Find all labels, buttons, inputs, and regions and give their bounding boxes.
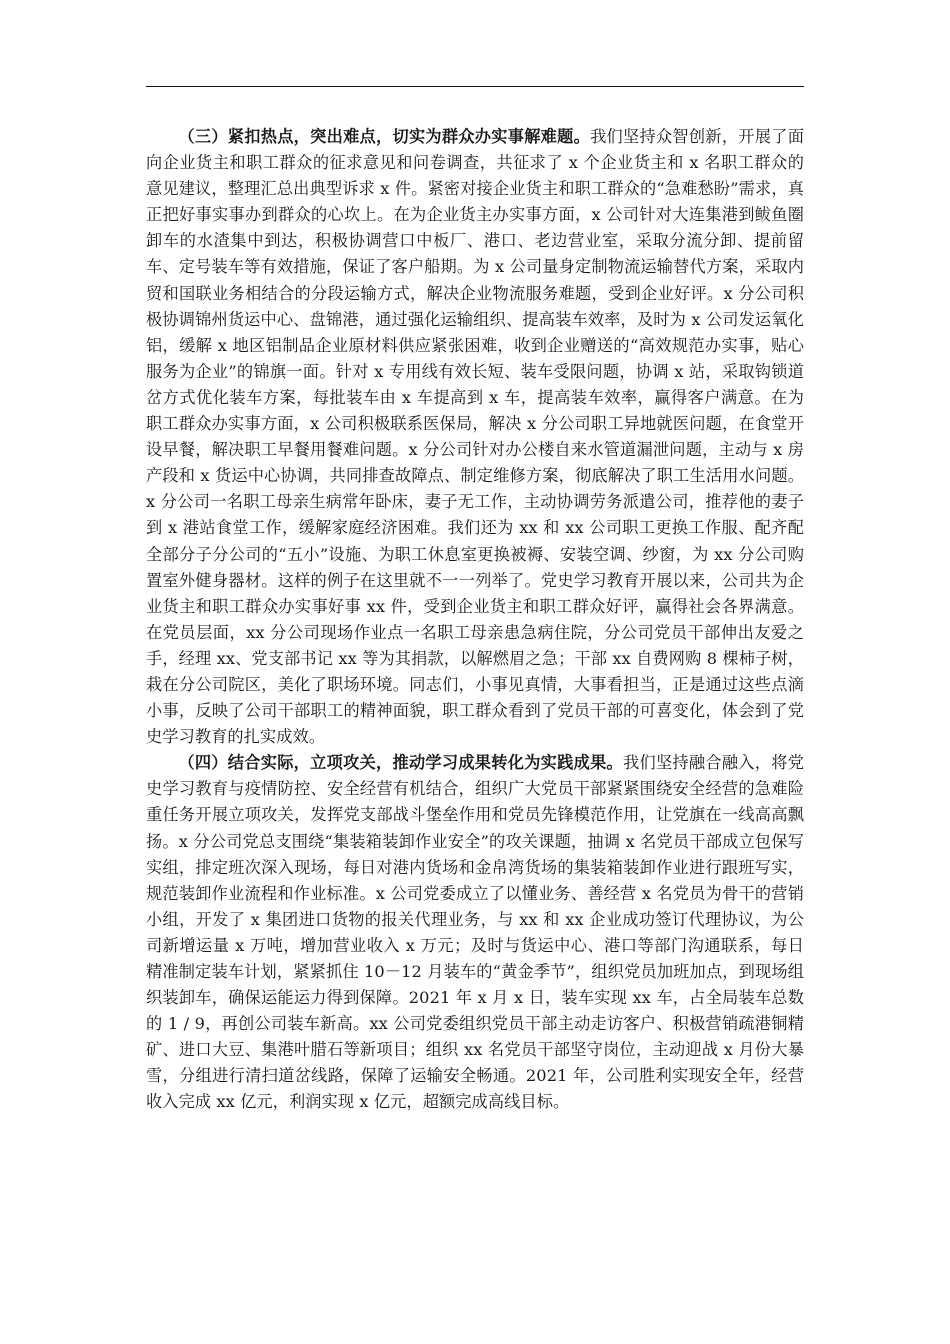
section-four-heading: （四）结合实际，立项攻关，推动学习成果转化为实践成果。 (178, 753, 624, 773)
document-body (146, 124, 804, 1116)
section-three-body: 我们坚持众智创新，开展了面向企业货主和职工群众的征求意见和问卷调查，共征求了 x 个企业货主和 x 名职工群众的意见建议，整理汇总出典型诉求 x 件。紧密对接企业货主和职工群众的“急难愁盼”需求，真正把好事实事办到群众的心坎上。在为企业货主办实事方面，x 公司针对大连集港到鲅鱼圈卸车的水渣集中到达，积极协调营口中板厂、港口、老边营业室，采取分流分卸、提前留车、定号装车等有效措施，保证了客户船期。为 x 公司量身定制物流运输替代方案，采取内贸和国联业务相结合的分段运输方式，解决企业物流服务难题，受到企业好评。x 分公司积极协调锦州货运中心、盘锦港，通过强化运输组织、提高装车效率，及时为 x 公司发运氧化铝，缓解 x 地区铝制品企业原材料供应紧张困难，收到企业赠送的“高效规范办实事，贴心服务为企业”的锦旗一面。针对 x 专用线有效长短、装车受限问题，协调 x 站，采取钩锁道岔方式优化装车方案，每批装车由 x 车提高到 x 车，提高装车效率，赢得客户满意。在为职工群众办实事方面，x 公司积极联系医保局，解决 x 分公司职工异地就医问题，在食堂开设早餐，解决职工早餐用餐难问题。x 分公司针对办公楼自来水管道漏泄问题，主动与 x 房产段和 x 货运中心协调，共同排查故障点、制定维修方案，彻底解决了职工生活用水问题。x 分公司一名职工母亲生病常年卧床，妻子无工作，主动协调劳务派遣公司，推荐他的妻子到 x 港站食堂工作，缓解家庭经济困难。我们还为 xx 和 xx 公司职工更换工作服、配齐配全部分子分公司的“五小”设施、为职工休息室更换被褥、安装空调、纱窗，为 xx 分公司购置室外健身器材。这样的例子在这里就不一一列举了。党史学习教育开展以来，公司共为企业货主和职工群众办实事好事 xx 件，受到企业货主和职工群众好评，赢得社会各界满意。在党员层面，xx 分公司现场作业点一名职工母亲患急病住院，分公司党员干部伸出友爱之手，经理 xx、党支部书记 xx 等为其捐款，以解燃眉之急；干部 xx 自费网购 8 棵柿子树，栽在分公司院区，美化了职场环境。同志们，小事见真情，大事看担当，正是通过这些点滴小事，反映了公司干部职工的精神面貌，职工群众看到了党员干部的可喜变化，体会到了党史学习教育的扎实成效。 (146, 127, 804, 747)
section-three-heading: （三）紧扣热点，突出难点，切实为群众办实事解难题。 (178, 127, 591, 146)
section-four-body: 我们坚持融合融入，将党史学习教育与疫情防控、安全经营有机结合，组织广大党员干部紧紧围绕安全经营的急难险重任务开展立项攻关，发挥党支部战斗堡垒作用和党员先锋模范作用，让党旗在一线高高飘扬。x 分公司党总支围绕“集装箱装卸作业安全”的攻关课题，抽调 x 名党员干部成立包保写实组，排定班次深入现场，每日对港内货场和金帛湾货场的集装箱装卸作业进行跟班写实，规范装卸作业流程和作业标准。x 公司党委成立了以懂业务、善经营 x 名党员为骨干的营销小组，开发了 x 集团进口货物的报关代理业务，与 xx 和 xx 企业成功签订代理协议，为公司新增运量 x 万吨，增加营业收入 x 万元；及时与货运中心、港口等部门沟通联系，每日精准制定装车计划，紧紧抓住 10－12 月装车的“黄金季节”，组织党员加班加点，到现场组织装卸车，确保运能运力得到保障。2021 年 x 月 x 日，装车实现 xx 车，占全局装车总数的 1 / 9，再创公司装车新高。xx 公司党委组织党员干部主动走访客户、积极营销疏港铜精矿、进口大豆、集港叶腊石等新项目；组织 xx 名党员干部坚守岗位，主动迎战 x 月份大暴雪，分组进行清扫道岔线路，保障了运输安全畅通。2021 年，公司胜利实现安全年，经营收入完成 xx 亿元，利润实现 x 亿元，超额完成高线目标。 (146, 753, 804, 1112)
header-rule (146, 86, 804, 87)
paragraph-section-three (146, 124, 804, 750)
paragraph-section-four (146, 750, 804, 1115)
